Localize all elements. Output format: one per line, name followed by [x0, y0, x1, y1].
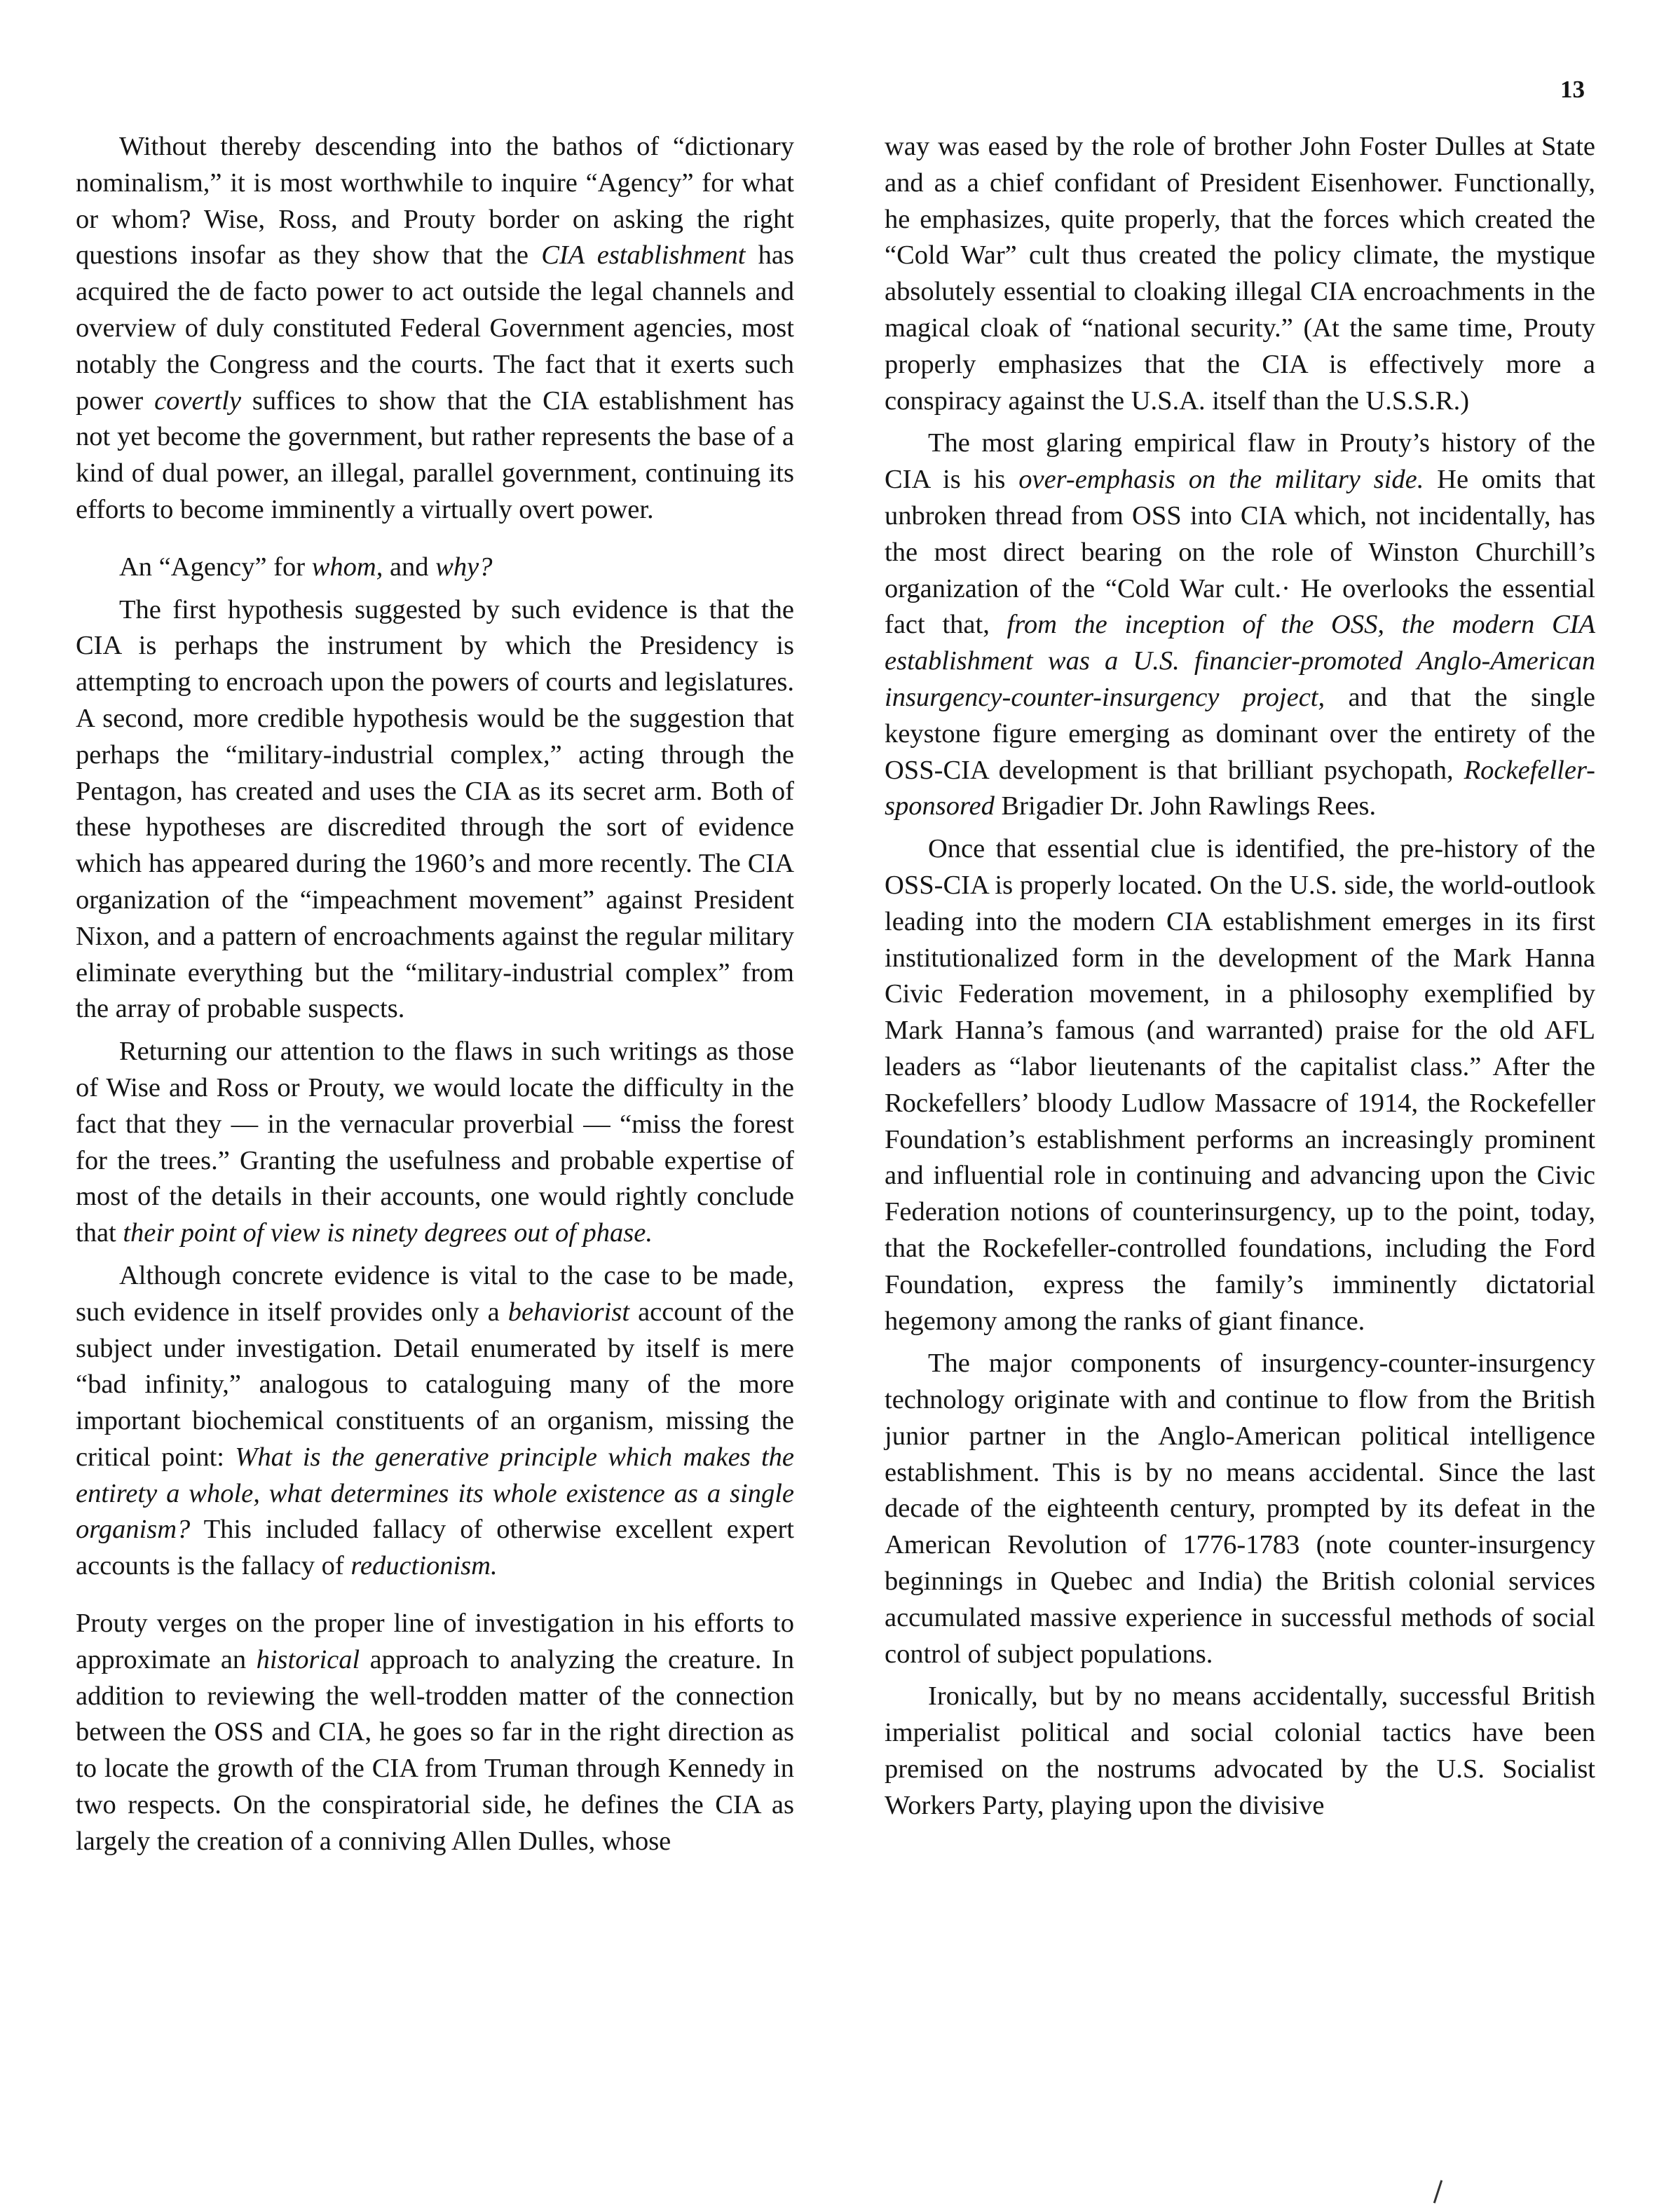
paragraph: The first hypothesis suggested by such evidence is that the CIA is perhaps the instrument by which the Presidency is attempting to encroach upon the powers of courts and legislatures. A second, more credible hypothesis would be the suggestion that perhaps the “military-industrial complex,” acting through the Pentagon, has created and uses the CIA as its secret arm. Both of these hypotheses are discredited through the sort of evidence which has appeared during the 1960’s and more recently. The CIA organization of the “impeachment movement” against President Nixon, and a pattern of encroachments against the regular military eliminate everything but the “military-industrial complex” from the array of probable suspects.: [76, 594, 794, 1024]
left-column: [76, 129, 794, 1860]
emphasis: whom,: [311, 552, 383, 582]
paragraph: Although concrete evidence is vital to the case to be made, such evidence in itself provides only a behaviorist account of the subject under investigation. Detail enumerated by itself is mere “bad infinity,” analogous to cataloguing many of the more important biochemical constituents of an organism, missing the critical point: What is the generative principle which makes the entirety a whole, what determines its whole existence as a single organism? This included fallacy of otherwise excellent expert accounts is the fallacy of reductionism.: [76, 1260, 795, 1581]
paragraph: An “Agency” for whom, and why?: [119, 552, 493, 582]
emphasis: from the inception of the OSS, the modern CIA establishment was a U.S. financier-promoted Anglo-American insurgency-counter-insurgency project,: [885, 610, 1595, 712]
emphasis: Rockefeller-sponsored: [885, 755, 1595, 821]
emphasis: covertly: [154, 385, 242, 416]
emphasis: historical: [256, 1644, 360, 1674]
paragraph: Once that essential clue is identified, the pre-history of the OSS-CIA is properly located. On the U.S. side, the world-outlook leading into the modern CIA establishment emerges in its first institutionalized form in the development of the Mark Hanna Civic Federation movement, in a philosophy exemplified by Mark Hanna’s famous (and warranted) praise for the old AFL leaders as “labor lieutenants of the capitalist class.” After the Rockefellers’ bloody Ludlow Massacre of 1914, the Rockefeller Foundation’s establishment performs an increasingly prominent and influential role in continuing and advancing upon the Civic Federation notions of counterinsurgency, up to the point, today, that the Rockefeller-controlled foundations, including the Ford Foundation, express the family’s imminently dictatorial hegemony among the ranks of giant finance.: [885, 834, 1595, 1336]
paragraph: Returning our attention to the flaws in such writings as those of Wise and Ross or Prouty, we would locate the difficulty in the fact that they — in the vernacular proverbial — “miss the forest for the trees.” Granting the usefulness and probable expertise of most of the details in their accounts, one would rightly conclude that their point of view is ninety degrees out of phase.: [76, 1037, 794, 1248]
page-number: 13: [1560, 76, 1585, 103]
paragraph: Prouty verges on the proper line of investigation in his efforts to approximate an historical approach to analyzing the creature. In addition to reviewing the well-trodden matter of the connection between the OSS and CIA, he goes so far in the right direction as to locate the growth of the CIA from Truman through Kennedy in two respects. On the conspiratorial side, he defines the CIA as largely the creation of a conniving Allen Dulles, whose: [76, 1609, 794, 1856]
paragraph: way was eased by the role of brother John Foster Dulles at State and as a chief confidant of President Eisenhower. Functionally, he emphasizes, quite properly, that the forces which created the “Cold War” cult thus created the policy climate, the mystique absolutely essential to cloaking illegal CIA encroachments in the magical cloak of “national security.” (At the same time, Prouty properly emphasizes that the CIA is effectively more a conspiracy against the U.S.A. itself than the U.S.S.R.): [885, 132, 1595, 416]
paragraph: The major components of insurgency-counter-insurgency technology originate with and continue to flow from the British junior partner in the Anglo-American political intelligence establishment. This is by no means accidental. Since the last decade of the eighteenth century, prompted by its defeat in the American Revolution of 1776-1783 (note counter-insurgency beginnings in Quebec and India) the British colonial services accumulated massive experience in successful methods of social control of subject populations.: [885, 1349, 1595, 1669]
emphasis: reductionism.: [350, 1551, 498, 1581]
paragraph: Ironically, but by no means accidentally, successful British imperialist political and social colonial tactics have been premised on the nostrums advocated by the U.S. Socialist Workers Party, playing upon the divisive: [885, 1681, 1595, 1820]
paragraph: Without thereby descending into the bathos of “dictionary nominalism,” it is most worthwhile to inquire “Agency” for what or whom? Wise, Ross, and Prouty border on asking the right questions insofar as they show that the CIA establishment has acquired the de facto power to act outside the legal channels and overview of duly constituted Federal Government agencies, most notably the Congress and the courts. The fact that it exerts such power covertly suffices to show that the CIA establishment has not yet become the government, but rather represents the base of a kind of dual power, an illegal, parallel government, continuing its efforts to become imminently a virtually overt power.: [76, 132, 795, 524]
emphasis: over-emphasis on the military side.: [1018, 465, 1424, 495]
paragraph: The most glaring empirical flaw in Prouty’s history of the CIA is his over-emphasis on the military side. He omits that unbroken thread from OSS into CIA which, not incidentally, has the most direct bearing on the role of Winston Churchill’s organization of the “Cold War cult.· He overlooks the essential fact that, from the inception of the OSS, the modern CIA establishment was a U.S. financier-promoted Anglo-American insurgency-counter-insurgency project, and that the single keystone figure emerging as dominant over the entirety of the OSS-CIA development is that brilliant psychopath, Rockefeller-sponsored Brigadier Dr. John Rawlings Rees.: [885, 428, 1595, 821]
scan-mark: [1433, 2180, 1442, 2203]
emphasis: What is the generative principle which makes the entirety a whole, what determines its whole existence as a single organism?: [76, 1442, 794, 1545]
right-column: [885, 129, 1595, 1824]
emphasis: CIA establishment: [541, 240, 746, 271]
emphasis: why?: [435, 552, 493, 582]
emphasis: their point of view is ninety degrees out of phase.: [123, 1218, 653, 1248]
emphasis: behaviorist: [507, 1297, 630, 1327]
